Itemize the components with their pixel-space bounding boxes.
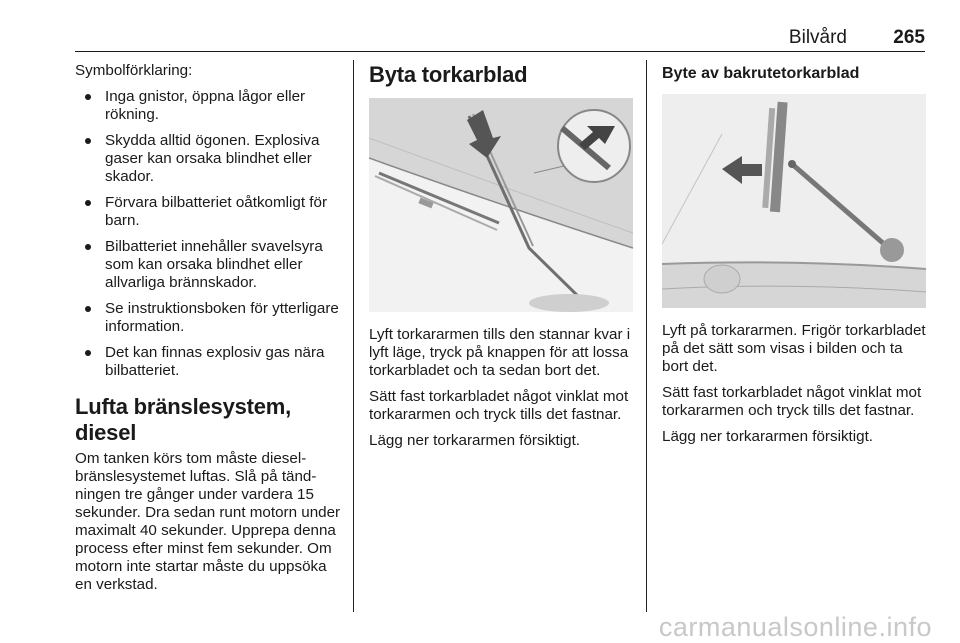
watermark: carmanualsonline.info xyxy=(658,612,932,642)
wiper-step-3: Lägg ner torkararmen försiktigt. xyxy=(369,432,581,449)
rear-wiper-step-3: Lägg ner torkararmen försiktigt. xyxy=(662,428,874,445)
rear-wiper-step-1: Lyft på torkararmen. Frigör torkarbladet på det sätt som visas i bilden och ta bort det. xyxy=(662,322,926,375)
column-divider-1 xyxy=(353,60,354,612)
legend-item: Skydda alltid ögonen. Explosiva gaser kan orsaka blindhet eller skador. xyxy=(75,132,345,186)
wiper-step-2: Sätt fast torkarbladet något vinklat mot torkararmen och tryck tills det fastnar. xyxy=(369,388,629,423)
legend-item: Inga gnistor, öppna lågor eller rökning. xyxy=(75,88,345,124)
body-text: Om tanken körs tom måste dieselbränslesystemet luftas. Slå på tändningen tre gånger under vardera 15 sekunder. Dra sedan runt motorn under maximalt 40 sekunder. Upprepa denna process efter minst fem sekunder. Om motorn inte startar måste du uppsöka en verkstad. xyxy=(75,450,341,593)
legend-item: Förvara bilbatteriet oåtkomligt för barn. xyxy=(75,194,345,230)
legend-item: Bilbatteriet innehåller svavelsyra som kan orsaka blindhet eller allvarliga brännskador. xyxy=(75,238,345,292)
section-heading-rear-wiper: Byte av bakrutetorkarblad xyxy=(662,65,860,82)
wiper-step-1: Lyft torkararmen tills den stannar kvar i lyft läge, tryck på knappen för att lossa torkarbladet och ta sedan bort det. xyxy=(369,326,631,379)
legend-item: Det kan finnas explosiv gas nära bilbatteriet. xyxy=(75,344,345,380)
column-2 xyxy=(369,62,633,458)
legend-item: Se instruktionsboken för ytterligare information. xyxy=(75,300,345,336)
section-title: Bilvård xyxy=(788,27,847,48)
front-wiper-illustration xyxy=(369,98,633,312)
header-rule xyxy=(75,51,925,52)
rear-wiper-illustration xyxy=(662,94,926,308)
section-heading-wiper: Byta torkarblad xyxy=(369,62,528,87)
column-1 xyxy=(75,62,345,602)
legend-list xyxy=(75,88,345,380)
page-number: 265 xyxy=(893,27,925,48)
section-heading-bleed-fuel: Lufta bränslesystem, diesel xyxy=(75,394,292,445)
column-divider-2 xyxy=(646,60,647,612)
page-header xyxy=(75,26,925,50)
legend-title: Symbolförklaring: xyxy=(75,62,193,79)
column-3 xyxy=(662,62,926,454)
rear-wiper-step-2: Sätt fast torkarbladet något vinklat mot torkararmen och tryck tills det fastnar. xyxy=(662,384,922,419)
